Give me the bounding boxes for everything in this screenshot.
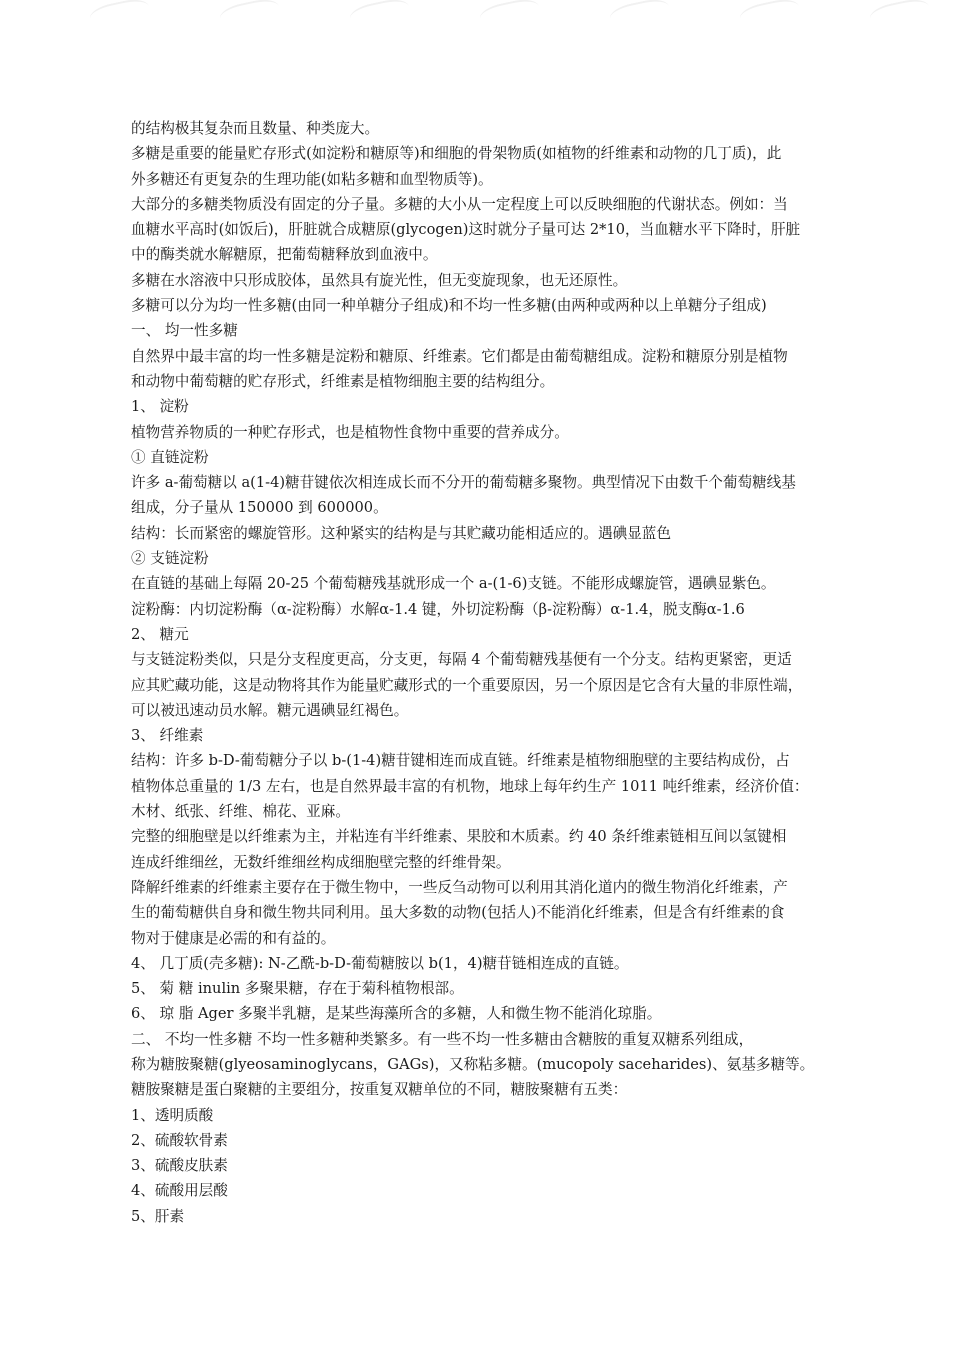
text-line: 多糖是重要的能量贮存形式(如淀粉和糖原等)和细胞的骨架物质(如植物的纤维素和动物的几丁质)，此	[131, 145, 782, 163]
text-line: 1、 淀粉	[131, 398, 189, 416]
text-line: 糖胺聚糖是蛋白聚糖的主要组分，按重复双糖单位的不同，糖胺聚糖有五类：	[131, 1081, 628, 1099]
text-line: 降解纤维素的纤维素主要存在于微生物中，一些反刍动物可以利用其消化道内的微生物消化纤维素，产	[131, 878, 788, 896]
text-line: 2、硫酸软骨素	[131, 1131, 228, 1149]
text-line: 中的酶类就水解糖原，把葡萄糖释放到血液中。	[131, 246, 438, 264]
text-line: 3、 纤维素	[131, 727, 204, 745]
text-line: 在直链的基础上每隔 20-25 个葡萄糖残基就形成一个 a-(1-6)支链。不能形成螺旋管，遇碘显紫色。	[131, 575, 776, 593]
text-line: 物对于健康是必需的和有益的。	[131, 929, 336, 947]
text-line: 大部分的多糖类物质没有固定的分子量。多糖的大小从一定程度上可以反映细胞的代谢状态。例如：当	[131, 195, 788, 213]
text-line: 完整的细胞壁是以纤维素为主，并粘连有半纤维素、果胶和木质素。约 40 条纤维素链相互间以氢键相	[131, 828, 787, 846]
text-line: 自然界中最丰富的均一性多糖是淀粉和糖原、纤维素。它们都是由葡萄糖组成。淀粉和糖原分别是植物	[131, 347, 788, 365]
text-line: 和动物中葡萄糖的贮存形式，纤维素是植物细胞主要的结构组分。	[131, 372, 555, 390]
text-line: ② 支链淀粉	[131, 550, 209, 568]
text-line: 结构：许多 b-D-葡萄糖分子以 b-(1-4)糖苷键相连而成直链。纤维素是植物细胞壁的主要结构成份，占	[131, 752, 790, 770]
text-line: 应其贮藏功能，这是动物将其作为能量贮藏形式的一个重要原因，另一个原因是它含有大量的非原性端，	[131, 676, 803, 694]
watermark-mark	[738, 0, 802, 34]
watermark-mark	[478, 0, 542, 34]
text-line: 称为糖胺聚糖(glyeosaminoglycans，GAGs)，又称粘多糖。(mucopoly saceharides)、氨基多糖等。	[131, 1055, 815, 1073]
text-line: 二、 不均一性多糖 不均一性多糖种类繁多。有一些不均一性多糖由含糖胺的重复双糖系列组成，	[131, 1030, 754, 1048]
document-body	[131, 116, 888, 1229]
text-line: 一、 均一性多糖	[131, 322, 238, 340]
text-line: 结构：长而紧密的螺旋管形。这种紧实的结构是与其贮藏功能相适应的。遇碘显蓝色	[131, 524, 671, 542]
text-line: 5、肝素	[131, 1207, 185, 1225]
text-line: 5、 菊 糖 inulin 多聚果糖，存在于菊科植物根部。	[131, 980, 464, 998]
text-line: 连成纤维细丝，无数纤维细丝构成细胞壁完整的纤维骨架。	[131, 853, 511, 871]
watermark-mark	[88, 0, 152, 34]
watermark-mark	[608, 0, 672, 34]
watermark-mark	[868, 0, 932, 34]
text-line: 血糖水平高时(如饭后)，肝脏就合成糖原(glycogen)这时就分子量可达 2*10，当血糖水平下降时，肝脏	[131, 221, 801, 239]
text-line: 与支链淀粉类似，只是分支程度更高，分支更，每隔 4 个葡萄糖残基便有一个分支。结构更紧密，更适	[131, 651, 792, 669]
text-line: 生的葡萄糖供自身和微生物共同利用。虽大多数的动物(包括人)不能消化纤维素，但是含有纤维素的食	[131, 904, 785, 922]
text-line: 1、透明质酸	[131, 1106, 214, 1124]
text-line: 木材、纸张、纤维、棉花、亚麻。	[131, 803, 350, 821]
text-line: 4、 几丁质(壳多糖): N-乙酰-b-D-葡萄糖胺以 b(1，4)糖苷链相连成的直链。	[131, 954, 629, 972]
watermark-strip	[0, 0, 960, 40]
text-line: 淀粉酶：内切淀粉酶（α-淀粉酶）水解α-1.4 键，外切淀粉酶（β-淀粉酶）α-1.4，脱支酶α-1.6	[131, 600, 745, 618]
text-line: 许多 a-葡萄糖以 a(1-4)糖苷键依次相连成长而不分开的葡萄糖多聚物。典型情况下由数千个葡萄糖线基	[131, 474, 796, 492]
text-line: 多糖可以分为均一性多糖(由同一种单糖分子组成)和不均一性多糖(由两种或两种以上单糖分子组成)	[131, 297, 767, 315]
text-line: 4、硫酸用层酸	[131, 1182, 228, 1200]
text-line: 外多糖还有更复杂的生理功能(如粘多糖和血型物质等)。	[131, 170, 493, 188]
text-line: 可以被迅速动员水解。糖元遇碘显红褐色。	[131, 701, 409, 719]
text-line: ① 直链淀粉	[131, 448, 209, 466]
text-line: 3、硫酸皮肤素	[131, 1157, 228, 1175]
text-line: 2、 糖元	[131, 625, 189, 643]
watermark-mark	[218, 0, 282, 34]
text-line: 多糖在水溶液中只形成胶体，虽然具有旋光性，但无变旋现象，也无还原性。	[131, 271, 628, 289]
text-line: 组成，分子量从 150000 到 600000。	[131, 499, 388, 517]
watermark-mark	[348, 0, 412, 34]
text-line: 植物体总重量的 1/3 左右，也是自然界最丰富的有机物，地球上每年约生产 1011 吨纤维素，经济价值：	[131, 777, 809, 795]
text-line: 的结构极其复杂而且数量、种类庞大。	[131, 120, 380, 137]
text-line: 6、 琼 脂 Ager 多聚半乳糖，是某些海藻所含的多糖，人和微生物不能消化琼脂。	[131, 1005, 662, 1023]
text-line: 植物营养物质的一种贮存形式，也是植物性食物中重要的营养成分。	[131, 423, 569, 441]
